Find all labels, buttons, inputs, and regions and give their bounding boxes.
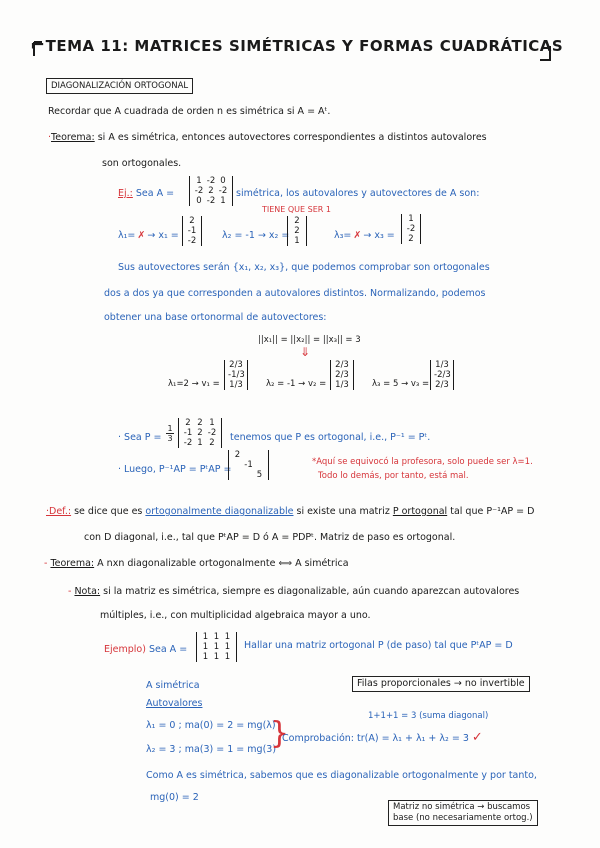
ortho-line-2: dos a dos ya que corresponden a autovalores distintos. Normalizando, podemos (104, 288, 486, 299)
matrix-a-cell: 2 (208, 186, 214, 196)
suma-diagonal: 1+1+1 = 3 (suma diagonal) (368, 711, 489, 721)
matrix-p-cell: -2 (207, 428, 217, 438)
nota-line-2: múltiples, i.e., con multiplicidad algebraica mayor a uno. (100, 610, 371, 621)
eigen-2: λ₂ = -1 → x₂ = (222, 230, 290, 241)
matrix-p-cell: 1 (197, 438, 203, 448)
seaP-post: tenemos que P es ortogonal, i.e., P⁻¹ = Pᵗ. (230, 432, 431, 443)
correction-note: TIENE QUE SER 1 (262, 205, 331, 214)
ej-label: Ej.: Sea A = (118, 188, 175, 199)
recordar-text: Recordar que A cuadrada de orden n es simétrica si A = Aᵗ. (48, 106, 331, 117)
arrow-down: ⇓ (300, 345, 311, 359)
vector-x2 (287, 216, 307, 246)
vector-x1-cell: -2 (187, 236, 197, 246)
vector-x1-cell: -1 (187, 226, 197, 236)
ortho-line-3: obtener una base ortonormal de autovectores: (104, 312, 327, 323)
matrix-a-cell: 0 (220, 176, 226, 186)
matrix-a-cell: -2 (194, 186, 204, 196)
matrix-a2-cell: 1 (202, 632, 209, 642)
matrix-a2-cell: 1 (213, 652, 220, 662)
matrix-a-cell: -2 (206, 176, 216, 186)
matrix-a2-cell: 1 (202, 642, 209, 652)
luego-text: · Luego, P⁻¹AP = PᵗAP = (118, 464, 232, 475)
teorema-1-cont: son ortogonales. (102, 158, 182, 169)
eigen-3: λ₃= ✗ → x₃ = (334, 230, 395, 241)
title-bracket (28, 35, 568, 68)
autovalor-1: λ₁ = 0 ; ma(0) = 2 = mg(λ) (146, 720, 276, 731)
correction-line-1: *Aquí se equivocó la profesora, solo puede ser λ=1. (312, 457, 533, 467)
nota: - Nota: si la matriz es simétrica, siempre es diagonalizable, aún cuando aparezcan autovalores (68, 586, 520, 597)
ejemplo-label: Ejemplo) Sea A = (104, 644, 188, 655)
matrix-p-cell: 1 (209, 418, 215, 428)
vector-x3-cell: 2 (408, 234, 414, 244)
vector-v3 (430, 360, 454, 390)
vector-v2-cell: 2/3 (335, 360, 349, 370)
teorema-2: - Teorema: A nxn diagonalizable ortogonalmente ⟺ A simétrica (44, 558, 349, 569)
matrix-a-cell: 1 (220, 196, 226, 206)
matrix-p-cell: -1 (183, 428, 193, 438)
matrix-a2-cell: 1 (224, 642, 231, 652)
vector-v3-cell: -2/3 (434, 370, 451, 380)
vector-v3-cell: 1/3 (435, 360, 449, 370)
vector-x3-cell: 1 (408, 214, 414, 224)
note-box-2: Matriz no simétrica → buscamos base (no necesariamente ortog.) (388, 800, 538, 826)
correction-line-2: Todo lo demás, por tanto, está mal. (318, 471, 469, 481)
matrix-a-cell: 1 (196, 176, 202, 186)
ejemplo-text: Hallar una matriz ortogonal P (de paso) tal que PᵗAP = D (244, 640, 513, 651)
matrix-p-cell: 2 (209, 438, 215, 448)
vector-v1-cell: 1/3 (229, 380, 243, 390)
matrix-a2 (196, 632, 237, 662)
vector-v1-cell: -1/3 (228, 370, 245, 380)
vector-v1 (224, 360, 248, 390)
normalized-b: λ₂ = -1 → v₂ = (266, 379, 327, 389)
matrix-p-cell: 2 (197, 428, 203, 438)
autovalores-heading: Autovalores (146, 698, 203, 709)
matrix-p (178, 418, 222, 448)
matrix-d-cell: -1 (244, 460, 253, 470)
comprobacion: Comprobación: tr(A) = λ₁ + λ₁ + λ₂ = 3 ✓ (282, 730, 483, 745)
ortho-line-1: Sus autovectores serán {x₁, x₂, x₃}, que podemos comprobar son ortogonales (118, 262, 490, 273)
matrix-a-cell: 0 (196, 196, 202, 206)
matrix-d (228, 450, 269, 480)
matrix-d-cell: 5 (256, 470, 263, 480)
normalized-a: λ₁=2 → v₁ = (168, 379, 220, 389)
ej-text: simétrica, los autovalores y autovectores de A son: (236, 188, 480, 199)
normalized-c: λ₃ = 5 → v₃ = (372, 379, 430, 389)
matrix-d-cell (232, 460, 243, 470)
como-line-1: Como A es simétrica, sabemos que es diagonalizable ortogonalmente y por tanto, (146, 770, 537, 781)
matrix-a2-cell: 1 (224, 632, 231, 642)
matrix-p-cell: 2 (185, 418, 191, 428)
matrix-a2-cell: 1 (213, 632, 220, 642)
vector-x2-cell: 2 (294, 226, 300, 236)
como-line-2: mg(0) = 2 (150, 792, 199, 803)
vector-x1-cell: 2 (189, 216, 195, 226)
matrix-a (189, 176, 233, 206)
matrix-a-cell: -2 (218, 186, 228, 196)
matrix-d-cell (254, 460, 265, 470)
a-simetrica: A simétrica (146, 680, 200, 691)
definition-line-2: con D diagonal, i.e., tal que PᵗAP = D ó A = PDPᵗ. Matriz de paso es ortogonal. (84, 532, 456, 543)
vector-v3-cell: 2/3 (435, 380, 449, 390)
vector-x2-cell: 1 (294, 236, 300, 246)
norms: ||x₁|| = ||x₂|| = ||x₃|| = 3 (258, 335, 361, 345)
matrix-d-cell: 2 (234, 450, 241, 460)
matrix-d-cell (254, 450, 265, 460)
matrix-a-cell: -2 (206, 196, 216, 206)
page-title: ⌐TEMA 11: MATRICES SIMÉTRICAS Y FORMAS CUADRÁTICAS (30, 35, 564, 56)
autovalor-2: λ₂ = 3 ; ma(3) = 1 = mg(3) (146, 744, 277, 755)
vector-x3-cell: -2 (406, 224, 416, 234)
vector-v2 (330, 360, 354, 390)
vector-x2-cell: 2 (294, 216, 300, 226)
vector-v1-cell: 2/3 (229, 360, 243, 370)
matrix-d-cell (243, 450, 254, 460)
matrix-a2-cell: 1 (202, 652, 209, 662)
seaP-pre: · Sea P = (118, 432, 162, 443)
matrix-d-cell (243, 470, 254, 480)
vector-x3 (401, 214, 421, 244)
teorema-1: ·Teorema: si A es simétrica, entonces autovectores correspondientes a distintos autovalores (48, 132, 487, 143)
matrix-p-cell: 2 (197, 418, 203, 428)
matrix-p-cell: -2 (183, 438, 193, 448)
vector-x1 (182, 216, 202, 246)
section-heading: DIAGONALIZACIÓN ORTOGONAL (46, 78, 193, 94)
vector-v2-cell: 1/3 (335, 380, 349, 390)
seaP-fraction: 1 3 (167, 424, 173, 443)
curly-brace: } (270, 716, 290, 751)
filas-box: Filas proporcionales → no invertible (352, 676, 530, 692)
matrix-a2-cell: 1 (213, 642, 220, 652)
definition: ·Def.: se dice que es ortogonalmente diagonalizable si existe una matriz P ortogonal tal que P⁻¹AP = D (46, 506, 535, 517)
matrix-d-cell (232, 470, 243, 480)
matrix-a2-cell: 1 (224, 652, 231, 662)
vector-v2-cell: 2/3 (335, 370, 349, 380)
eigen-1: λ₁= ✗ → x₁ = (118, 230, 179, 241)
